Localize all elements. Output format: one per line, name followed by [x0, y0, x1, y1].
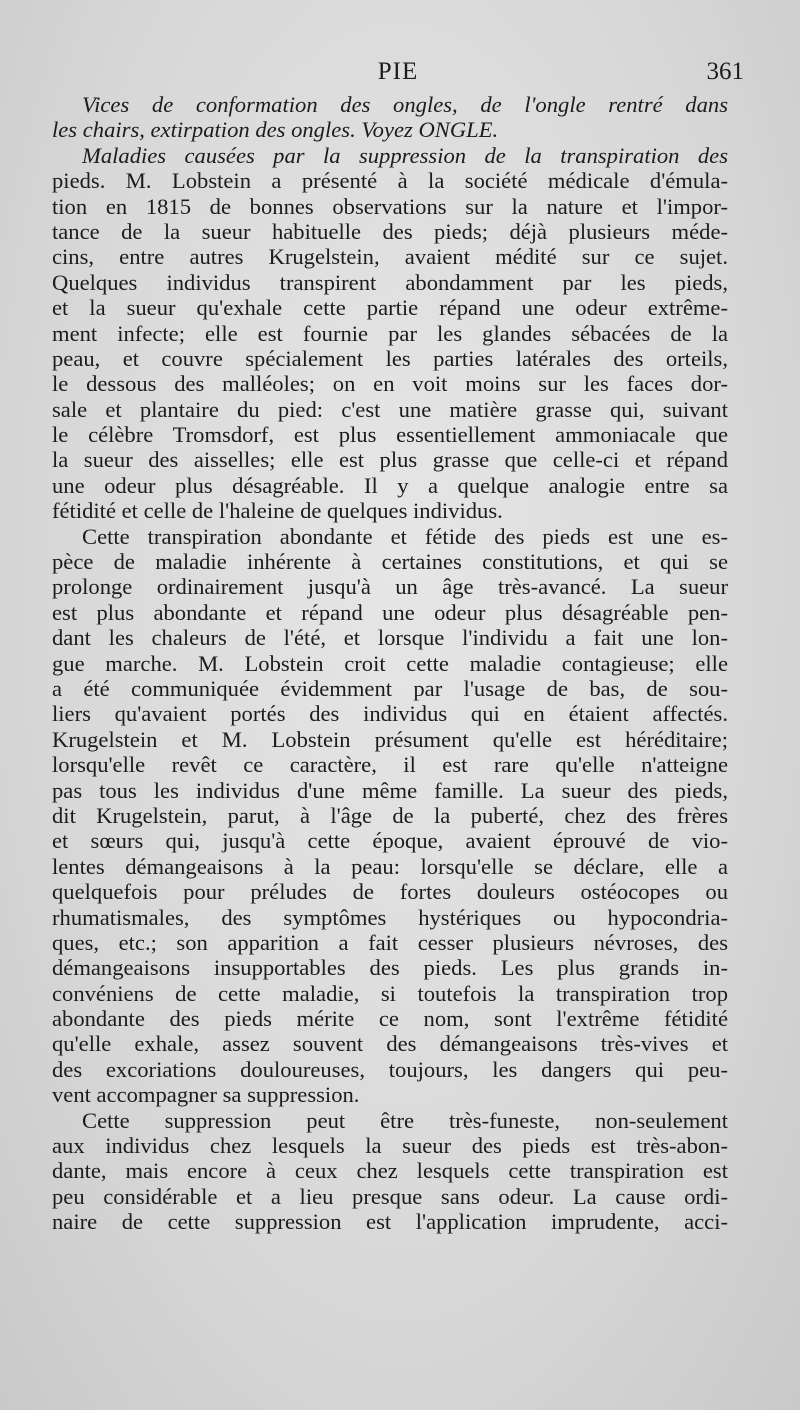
paragraph-cette-suppression	[52, 1108, 728, 1235]
text-line	[52, 92, 728, 117]
text-line: tion en 1815 de bonnes observations sur la nature et l'impor-	[52, 193, 728, 219]
text-line: le dessous des malléoles; on en voit moins sur les faces dor-	[52, 371, 728, 397]
text-line: vent accompagner sa suppression.	[52, 1082, 360, 1108]
text-line: pas tous les individus d'une même famille. La sueur des pieds,	[52, 777, 728, 803]
text-line: liers qu'avaient portés des individus qui en étaient affectés.	[52, 701, 728, 727]
text-line: Cette transpiration abondante et fétide des pieds est une es-	[82, 523, 728, 549]
text-line: Quelques individus transpirent abondamment par les pieds,	[52, 269, 728, 295]
page-header	[52, 58, 744, 88]
text-line-content: Maladies causées par la suppression de la transpiration des	[82, 142, 728, 168]
text-line	[52, 143, 728, 168]
text-line: peu considérable et a lieu presque sans odeur. La cause ordi-	[52, 1183, 728, 1209]
text-line: la sueur des aisselles; elle est plus grasse que celle-ci et répand	[52, 447, 728, 473]
text-line: ques, etc.; son apparition a fait cesser plusieurs névroses, des	[52, 929, 728, 955]
text-line: fétidité et celle de l'haleine de quelques individus.	[52, 498, 503, 524]
text-line: tance de la sueur habituelle des pieds; déjà plusieurs méde-	[52, 218, 728, 244]
text-line: et sœurs qui, jusqu'à cette époque, avaient éprouvé de vio-	[52, 828, 728, 854]
paragraph-vices-conformation	[52, 92, 728, 143]
text-line: convéniens de cette maladie, si toutefois la transpiration trop	[52, 980, 728, 1006]
text-line: a été communiquée évidemment par l'usage de bas, de sou-	[52, 675, 728, 701]
text-line: démangeaisons insupportables des pieds. Les plus grands in-	[52, 955, 728, 981]
text-line: abondante des pieds mérite ce nom, sont l'extrême fétidité	[52, 1006, 728, 1032]
running-head: PIE	[377, 58, 419, 85]
page-number: 361	[706, 58, 744, 85]
text-line: dante, mais encore à ceux chez lesquels cette transpiration est	[52, 1158, 728, 1184]
paragraph-maladies-suppression	[52, 143, 728, 524]
text-line: dant les chaleurs de l'été, et lorsque l'individu a fait une lon-	[52, 625, 728, 651]
text-line: peau, et couvre spécialement les parties latérales des orteils,	[52, 345, 728, 371]
text-line: et la sueur qu'exhale cette partie répand une odeur extrême-	[52, 295, 728, 321]
text-line: pèce de maladie inhérente à certaines constitutions, et qui se	[52, 549, 728, 575]
body-text	[52, 92, 728, 1235]
text-line	[52, 117, 728, 142]
text-line-content: Vices de conformation des ongles, de l'ongle rentré dans	[82, 92, 728, 117]
text-line: Krugelstein et M. Lobstein présument qu'elle est héréditaire;	[52, 726, 728, 752]
text-line: gue marche. M. Lobstein croit cette maladie contagieuse; elle	[52, 650, 728, 676]
text-line: une odeur plus désagréable. Il y a quelque analogie entre sa	[52, 472, 728, 498]
text-line: rhumatismales, des symptômes hystériques ou hypocondria-	[52, 904, 728, 930]
text-line: prolonge ordinairement jusqu'à un âge très-avancé. La sueur	[52, 574, 728, 600]
text-line: des excoriations douloureuses, toujours, les dangers qui peu-	[52, 1056, 728, 1082]
text-line: cins, entre autres Krugelstein, avaient médité sur ce sujet.	[52, 244, 728, 270]
text-line: pieds. M. Lobstein a présenté à la société médicale d'émula-	[52, 168, 728, 194]
text-line: le célèbre Tromsdorf, est plus essentiellement ammoniacale que	[52, 422, 728, 448]
text-line: est plus abondante et répand une odeur plus désagréable pen-	[52, 599, 728, 625]
text-line: Cette suppression peut être très-funeste, non-seulement	[82, 1107, 728, 1133]
text-line: sale et plantaire du pied: c'est une matière grasse qui, suivant	[52, 396, 728, 422]
text-line: naire de cette suppression est l'application imprudente, acci-	[52, 1209, 728, 1235]
text-line: lorsqu'elle revêt ce caractère, il est rare qu'elle n'atteigne	[52, 752, 728, 778]
text-line: lentes démangeaisons à la peau: lorsqu'elle se déclare, elle a	[52, 853, 728, 879]
text-line: quelquefois pour préludes de fortes douleurs ostéocopes ou	[52, 879, 728, 905]
text-line-content: les chairs, extirpation des ongles. Voyez ONGLE.	[52, 117, 499, 143]
text-line: aux individus chez lesquels la sueur des pieds est très-abon-	[52, 1133, 728, 1159]
text-line: qu'elle exhale, assez souvent des démangeaisons très-vives et	[52, 1031, 728, 1057]
text-line: dit Krugelstein, parut, à l'âge de la puberté, chez des frères	[52, 802, 728, 828]
paragraph-transpiration-abondante	[52, 524, 728, 1108]
text-line: ment infecte; elle est fournie par les glandes sébacées de la	[52, 320, 728, 346]
